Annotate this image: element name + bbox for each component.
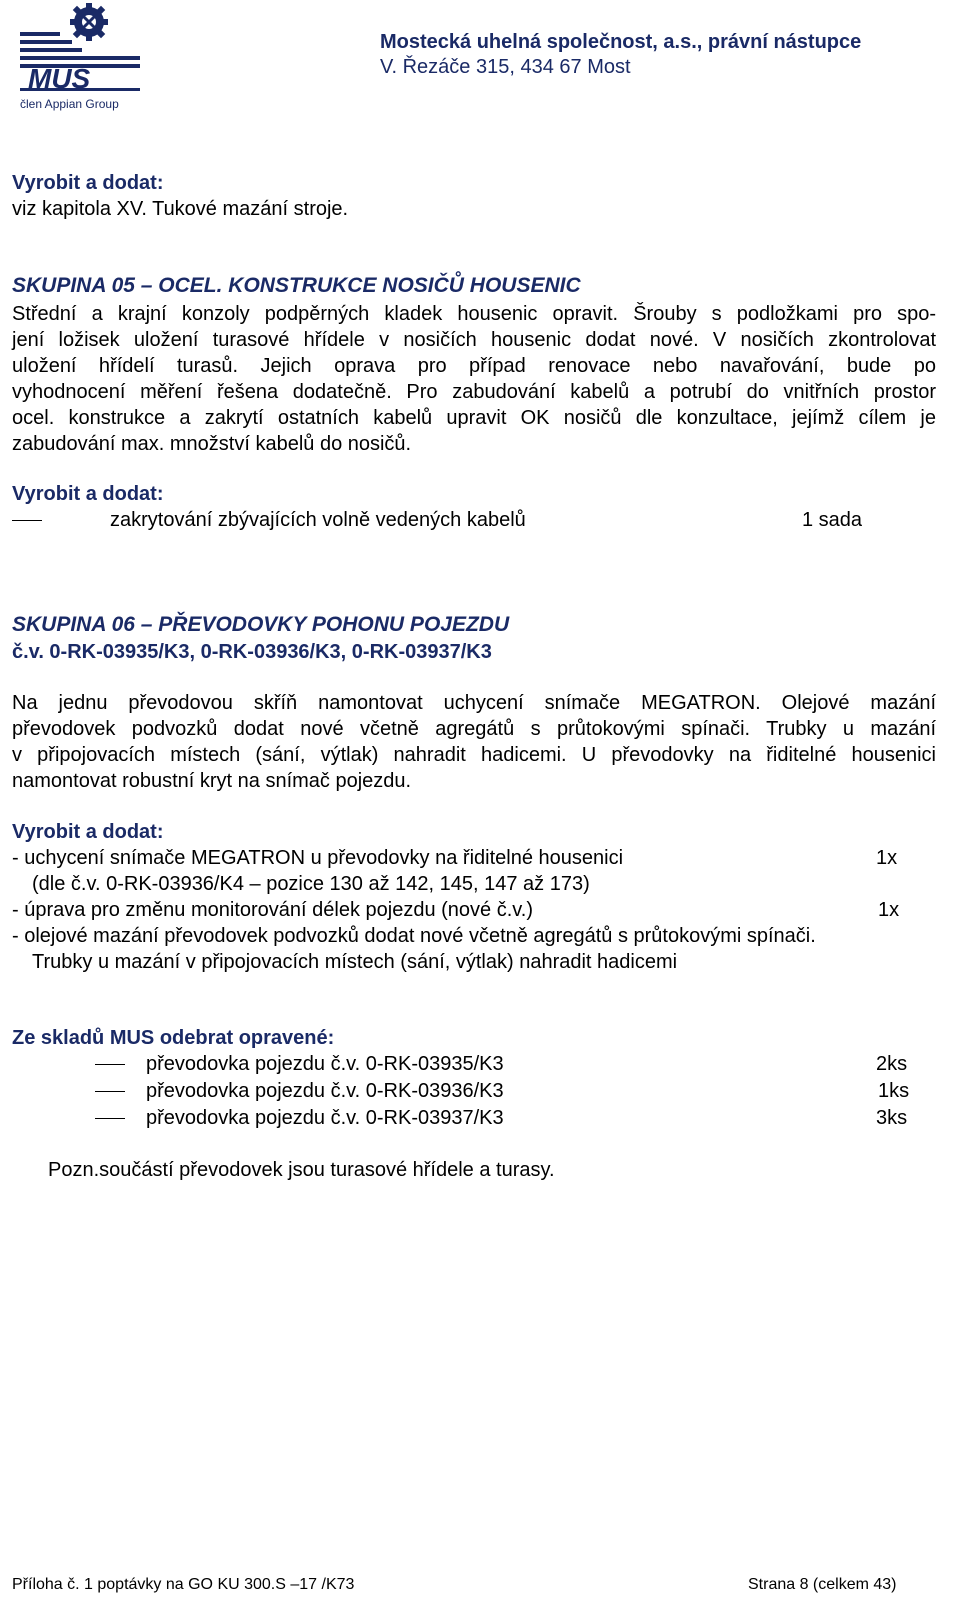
paragraph-line: uložení hřídelí turasů. Jejich oprava pro případ renovace nebo navařování, bude po bbox=[12, 355, 936, 377]
s06-item3-sub: Trubky u mazání v připojovacích místech (sání, výtlak) nahradit hadicemi bbox=[32, 951, 678, 973]
s05-item-qty: 1 sada bbox=[802, 509, 863, 531]
stock-item-text: převodovka pojezdu č.v. 0-RK-03935/K3 bbox=[146, 1053, 504, 1075]
logo-wordmark: MUS bbox=[28, 63, 91, 94]
paragraph-line: ocel. konstrukce a zakrytí ostatních kabelů upravit OK nosičů dle konzultace, jejímž cílem je bbox=[12, 407, 936, 429]
section-05-heading: SKUPINA 05 – OCEL. KONSTRUKCE NOSIČŮ HOUSENIC bbox=[12, 274, 581, 297]
stock-item-text: převodovka pojezdu č.v. 0-RK-03936/K3 bbox=[146, 1080, 504, 1102]
s06-item2-qty: 1x bbox=[878, 899, 900, 921]
paragraph-line: vyhodnocení měření řešena dodatečně. Pro zabudování kabelů a potrubí do vnitřních prostor bbox=[12, 381, 936, 403]
company-name: Mostecká uhelná společnost, a.s., právní nástupce bbox=[380, 31, 862, 53]
paragraph-line: Na jednu převodovou skříň namontovat uchycení snímače MEGATRON. Olejové mazání bbox=[12, 692, 936, 714]
company-block bbox=[380, 30, 861, 80]
stock-item-qty: 3ks bbox=[876, 1107, 908, 1129]
make-deliver-label-05: Vyrobit a dodat: bbox=[12, 483, 164, 505]
s06-item1-qty: 1x bbox=[876, 847, 898, 869]
dash-bullet bbox=[12, 520, 42, 521]
paragraph-line: jení ložisek uložení turasové hřídele v nosičích housenic dodat nové. V nosičích zkontrolovat bbox=[12, 329, 936, 351]
company-address: V. Řezáče 315, 434 67 Most bbox=[380, 56, 631, 78]
paragraph-line: v připojovacích místech (sání, výtlak) nahradit hadicemi. U převodovky na řiditelné housenici bbox=[12, 744, 936, 766]
note: Pozn.součástí převodovek jsou turasové hřídele a turasy. bbox=[48, 1159, 555, 1181]
dash-bullet bbox=[95, 1091, 125, 1092]
section-06-paragraph bbox=[12, 690, 936, 794]
footer-attachment: Příloha č. 1 poptávky na GO KU 300.S –17 /K73 bbox=[12, 1576, 355, 1593]
make-deliver-label-06: Vyrobit a dodat: bbox=[12, 821, 164, 843]
page-header bbox=[0, 0, 960, 120]
mus-logo bbox=[14, 2, 144, 114]
stock-label: Ze skladů MUS odebrat opravené: bbox=[12, 1027, 335, 1049]
s05-item-text: zakrytování zbývajících volně vedených kabelů bbox=[110, 509, 526, 531]
s06-item3-text: - olejové mazání převodovek podvozků dodat nové včetně agregátů s průtokovými spínači. bbox=[12, 925, 816, 947]
s06-item1-sub: (dle č.v. 0-RK-03936/K4 – pozice 130 až 142, 145, 147 až 173) bbox=[32, 873, 590, 895]
paragraph-line: namontovat robustní kryt na snímač pojezdu. bbox=[12, 770, 412, 792]
paragraph-line: zabudování max. množství kabelů do nosičů. bbox=[12, 433, 412, 455]
s04-text: viz kapitola XV. Tukové mazání stroje. bbox=[12, 198, 349, 220]
logo-subtext: člen Appian Group bbox=[20, 97, 119, 111]
stock-item-text: převodovka pojezdu č.v. 0-RK-03937/K3 bbox=[146, 1107, 504, 1129]
stock-item-qty: 2ks bbox=[876, 1053, 908, 1075]
section-06-subheading: č.v. 0-RK-03935/K3, 0-RK-03936/K3, 0-RK-03937/K3 bbox=[12, 641, 492, 663]
section-05-paragraph bbox=[12, 301, 936, 457]
dash-bullet bbox=[95, 1064, 125, 1065]
section-06-heading: SKUPINA 06 – PŘEVODOVKY POHONU POJEZDU bbox=[12, 613, 510, 636]
footer-page-number: Strana 8 (celkem 43) bbox=[748, 1576, 897, 1593]
s06-item1-text: - uchycení snímače MEGATRON u převodovky na řiditelné housenici bbox=[12, 847, 624, 869]
make-deliver-label-04: Vyrobit a dodat: bbox=[12, 172, 164, 194]
s06-item2-text: - úprava pro změnu monitorování délek pojezdu (nové č.v.) bbox=[12, 899, 534, 921]
dash-bullet bbox=[95, 1118, 125, 1119]
stock-item-qty: 1ks bbox=[878, 1080, 910, 1102]
gear-icon bbox=[70, 3, 108, 41]
paragraph-line: převodovek podvozků dodat nové včetně agregátů s průtokovými spínači. Trubky u mazání bbox=[12, 718, 936, 740]
paragraph-line: Střední a krajní konzoly podpěrných kladek housenic opravit. Šrouby s podložkami pro spo- bbox=[12, 303, 936, 325]
